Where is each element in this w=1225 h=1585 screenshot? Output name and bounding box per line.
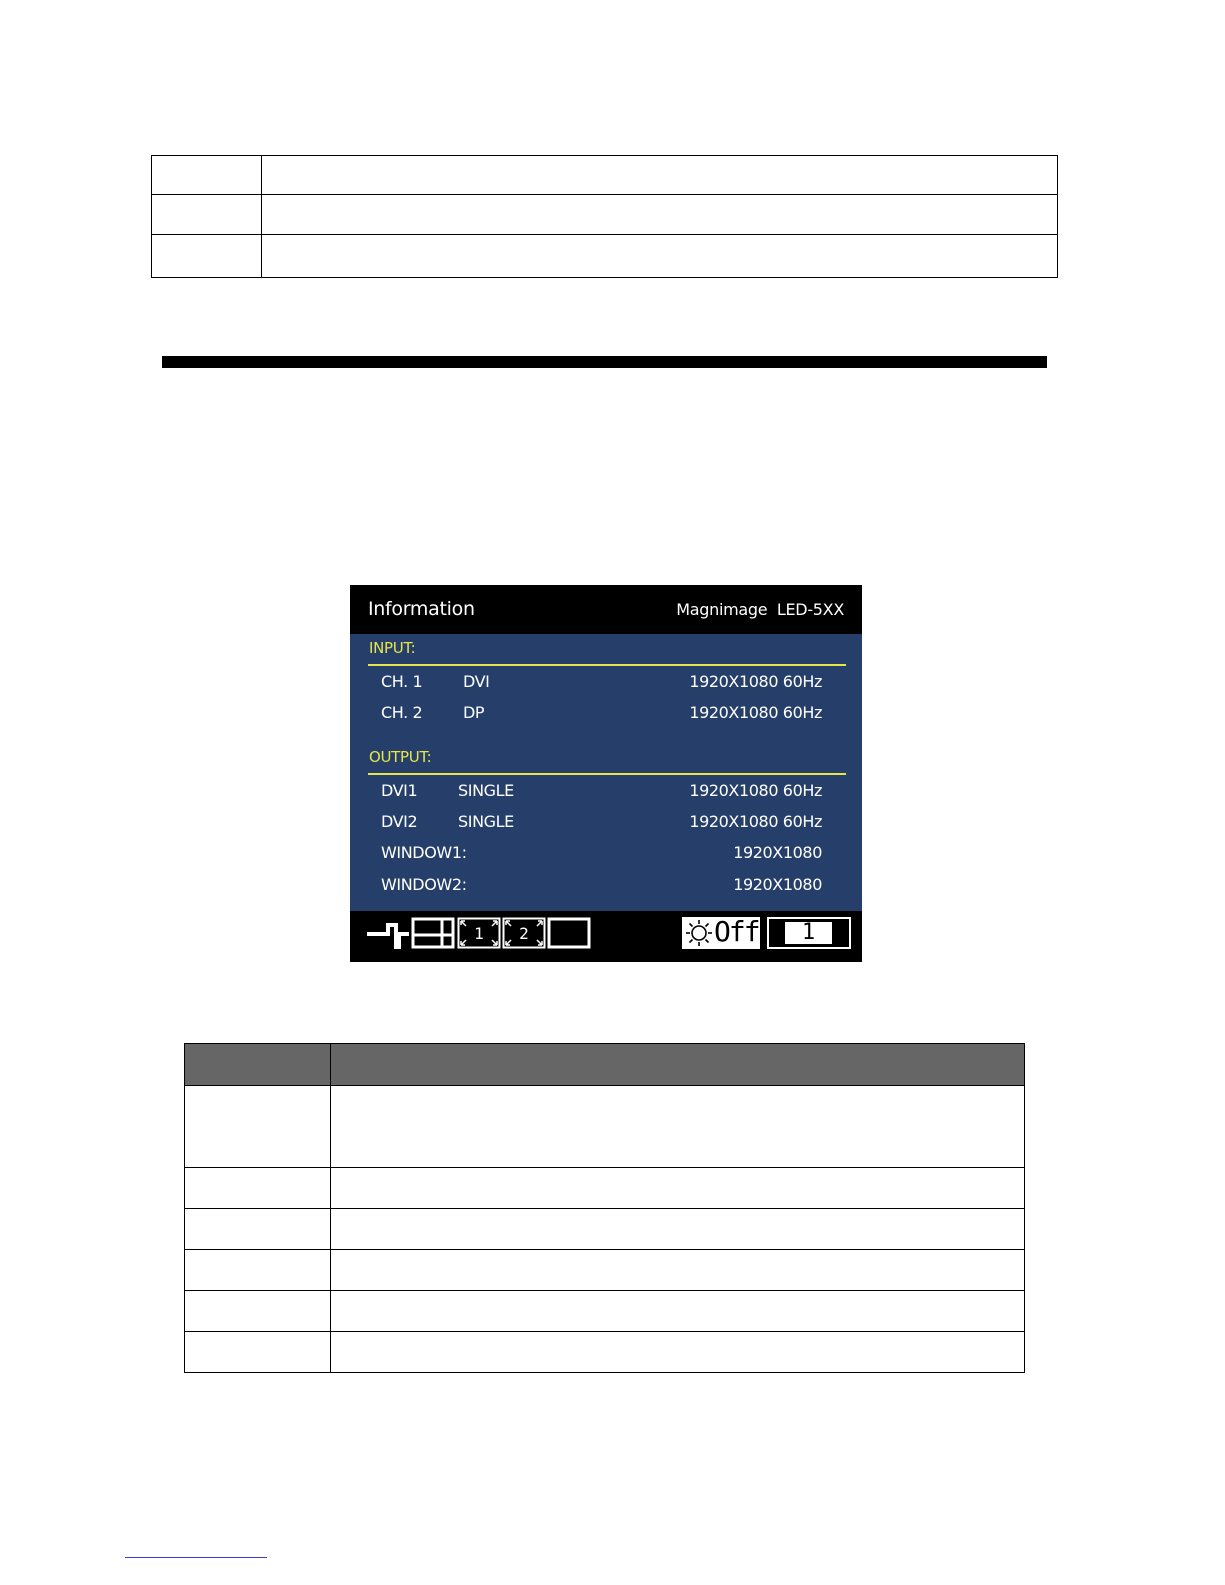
number-badge — [767, 917, 851, 949]
brightness-status-badge — [682, 917, 760, 949]
table-row — [152, 195, 1058, 235]
table-row — [185, 1168, 1025, 1209]
input-row — [350, 672, 862, 694]
table-cell — [185, 1168, 331, 1209]
table-cell — [185, 1209, 331, 1250]
table-header-cell — [185, 1044, 331, 1086]
table-row — [185, 1291, 1025, 1332]
window-1-icon — [457, 917, 501, 947]
signal-icon — [366, 917, 410, 947]
table-header-row — [185, 1044, 1025, 1086]
channel-name: CH. 1 — [381, 672, 423, 691]
section-divider — [162, 356, 1047, 368]
output-resolution: 1920X1080 60Hz — [689, 781, 822, 800]
layout-split-icon — [411, 917, 455, 947]
channel-type: DVI — [463, 672, 490, 691]
osd-model: Magnimage LED-5XX — [676, 600, 844, 619]
table-row — [185, 1250, 1025, 1291]
top-table — [151, 155, 1058, 278]
output-mode: SINGLE — [458, 812, 514, 831]
table-cell — [262, 235, 1058, 278]
channel-resolution: 1920X1080 60Hz — [689, 672, 822, 691]
output-row — [350, 875, 862, 897]
table-cell — [331, 1086, 1025, 1168]
window-1-label: 1 — [474, 924, 484, 943]
channel-name: CH. 2 — [381, 703, 423, 722]
osd-title: Information — [368, 598, 475, 620]
window-resolution: 1920X1080 — [733, 875, 822, 894]
brightness-state: Off — [714, 915, 759, 948]
table-header-cell — [331, 1044, 1025, 1086]
osd-information-screen — [350, 585, 862, 962]
osd-header — [350, 585, 862, 634]
table-row — [185, 1086, 1025, 1168]
window-2-icon — [502, 917, 546, 947]
table-cell — [185, 1250, 331, 1291]
output-row — [350, 781, 862, 803]
output-divider — [368, 773, 846, 775]
window-name: WINDOW1: — [381, 843, 467, 862]
osd-body — [350, 634, 862, 911]
table-cell — [262, 156, 1058, 195]
output-row — [350, 812, 862, 834]
output-resolution: 1920X1080 60Hz — [689, 812, 822, 831]
channel-resolution: 1920X1080 60Hz — [689, 703, 822, 722]
window-name: WINDOW2: — [381, 875, 467, 894]
table-cell — [185, 1291, 331, 1332]
output-name: DVI1 — [381, 781, 418, 800]
table-cell — [331, 1291, 1025, 1332]
channel-type: DP — [463, 703, 485, 722]
output-name: DVI2 — [381, 812, 418, 831]
table-cell — [331, 1250, 1025, 1291]
output-row — [350, 843, 862, 865]
output-section-label: OUTPUT: — [369, 748, 432, 766]
full-window-icon — [547, 917, 591, 947]
brightness-icon — [684, 919, 714, 947]
output-mode: SINGLE — [458, 781, 514, 800]
number-value: 1 — [785, 922, 832, 944]
table-cell — [152, 235, 262, 278]
table-row — [185, 1332, 1025, 1373]
window-resolution: 1920X1080 — [733, 843, 822, 862]
footer-link-underline[interactable] — [125, 1557, 267, 1558]
table-cell — [152, 195, 262, 235]
table-cell — [331, 1209, 1025, 1250]
table-cell — [185, 1086, 331, 1168]
input-row — [350, 703, 862, 725]
table-cell — [152, 156, 262, 195]
window-2-label: 2 — [519, 924, 529, 943]
table-cell — [262, 195, 1058, 235]
table-row — [152, 156, 1058, 195]
table-cell — [185, 1332, 331, 1373]
bottom-table — [184, 1043, 1025, 1373]
table-cell — [331, 1168, 1025, 1209]
table-cell — [331, 1332, 1025, 1373]
input-section-label: INPUT: — [369, 639, 416, 657]
osd-status-bar — [350, 911, 862, 962]
table-row — [152, 235, 1058, 278]
input-divider — [368, 664, 846, 666]
table-row — [185, 1209, 1025, 1250]
